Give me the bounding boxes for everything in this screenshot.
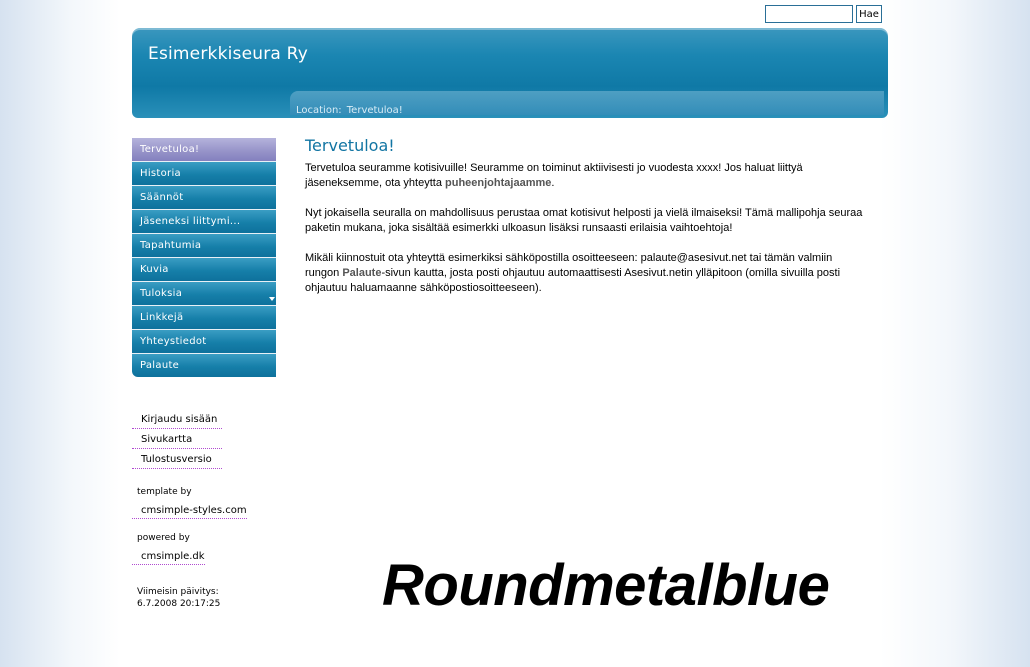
menu-item-saannot[interactable]: Säännöt bbox=[132, 186, 276, 210]
menu-item-tuloksia[interactable] bbox=[132, 282, 276, 306]
menu-item-historia[interactable]: Historia bbox=[132, 162, 276, 186]
breadcrumb bbox=[296, 98, 403, 117]
template-by-label: template by bbox=[137, 487, 192, 497]
last-updated bbox=[137, 586, 220, 610]
menu-item-tervetuloa[interactable]: Tervetuloa! bbox=[132, 138, 276, 162]
menu-item-label: Tuloksia bbox=[140, 288, 183, 299]
menu-item-tapahtumia[interactable]: Tapahtumia bbox=[132, 234, 276, 258]
print-version-link[interactable]: Tulostusversio bbox=[132, 452, 282, 472]
info-paragraph: Nyt jokaisella seuralla on mahdollisuus perustaa omat kotisivut helposti ja vielä ilmaiseksi! Tämä mallipohja seuraa paketin mukana, joka sisältää esimerkki ulkoasun lisäksi runsaasti erilaisia vaihtoehtoja! bbox=[305, 207, 863, 234]
template-credit-link[interactable]: cmsimple-styles.com bbox=[132, 505, 247, 516]
powered-credit-link[interactable]: cmsimple.dk bbox=[132, 551, 205, 562]
contact-paragraph bbox=[305, 251, 865, 296]
submenu-arrow-icon bbox=[269, 297, 275, 301]
header-banner bbox=[132, 28, 888, 118]
search-button[interactable]: Hae bbox=[856, 5, 882, 23]
location-label: Location: bbox=[296, 105, 342, 116]
contact-end: -sivun kautta, josta posti ohjautuu automaattisesti Asesivut.netin ylläpitoon (omilla sivuilla posti ohjautuu haluamaanne sähköpostiosoitteeseen). bbox=[305, 267, 841, 294]
last-updated-value: 6.7.2008 20:17:25 bbox=[137, 599, 221, 609]
chairman-link[interactable]: puheenjohtajaamme bbox=[445, 177, 552, 189]
powered-by-label: powered by bbox=[137, 533, 190, 543]
menu-item-palaute[interactable]: Palaute bbox=[132, 354, 276, 377]
menu-item-kuvia[interactable]: Kuvia bbox=[132, 258, 276, 282]
location-bar bbox=[290, 91, 884, 115]
menu-item-linkkeja[interactable]: Linkkejä bbox=[132, 306, 276, 330]
theme-name-watermark: Roundmetalblue bbox=[382, 553, 830, 618]
menu-item-jaseneksi-liittyminen[interactable]: Jäseneksi liittymi... bbox=[132, 210, 276, 234]
utility-links bbox=[132, 412, 282, 472]
menu-item-yhteystiedot[interactable]: Yhteystiedot bbox=[132, 330, 276, 354]
page-title: Tervetuloa! bbox=[305, 136, 395, 155]
intro-text: Tervetuloa seuramme kotisivuille! Seuramme on toiminut aktiivisesti jo vuodesta xxxx! Jos haluat liittyä jäseneksemme, ota yhteytta bbox=[305, 162, 803, 189]
feedback-link[interactable]: Palaute bbox=[342, 267, 382, 279]
location-value: Tervetuloa! bbox=[346, 105, 403, 116]
intro-end: . bbox=[551, 177, 555, 189]
intro-paragraph bbox=[305, 161, 865, 191]
sidebar-menu bbox=[132, 138, 276, 377]
sitemap-link[interactable]: Sivukartta bbox=[132, 432, 282, 452]
search-input[interactable] bbox=[765, 5, 853, 23]
login-link[interactable]: Kirjaudu sisään bbox=[132, 412, 282, 432]
last-updated-label: Viimeisin päivitys: bbox=[137, 587, 219, 597]
contact-text: Mikäli kiinnostuit ota yhteyttä esimerkiksi sähköpostilla osoitteeseen: palaute@asesivut.net tai tämän valmiin rungon bbox=[305, 252, 833, 279]
main-content bbox=[305, 136, 865, 296]
site-title: Esimerkkiseura Ry bbox=[148, 44, 308, 64]
